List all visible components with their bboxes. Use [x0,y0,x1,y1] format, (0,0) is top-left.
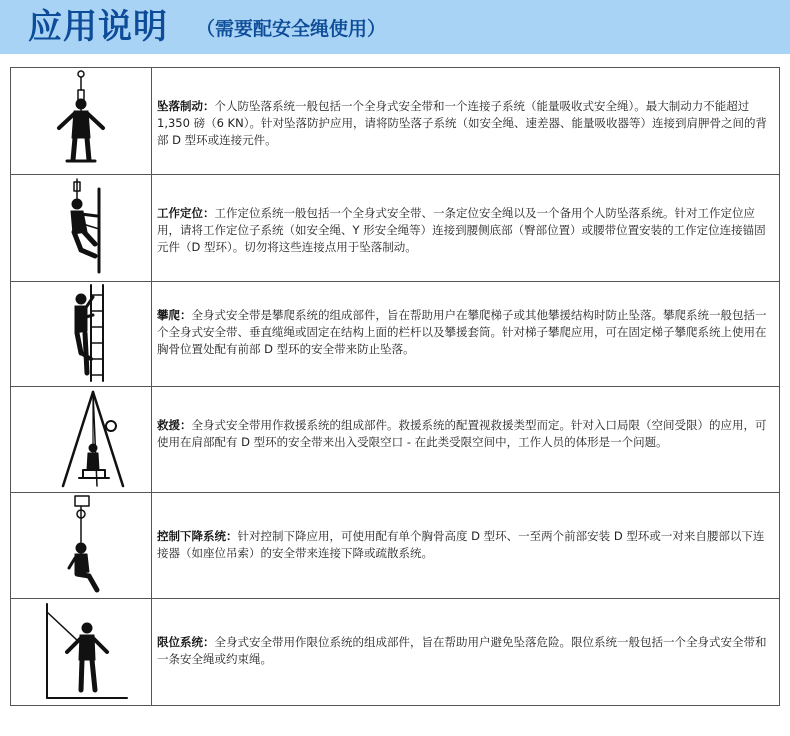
row-description: 个人防坠落系统一般包括一个全身式安全带和一个连接子系统（能量吸收式安全绳）。最大制动力不能超过 1,350 磅（6 KN）。针对坠落防护应用，请将防坠落子系统（如安全绳、速差器、能量吸收器等）连接到肩胛骨之间的背部 D 型环或连接元件。 [157,99,767,147]
table-row [11,174,779,282]
row-label: 救援： [157,418,192,432]
table-row [11,281,779,387]
row-label: 攀爬： [157,308,192,322]
rescue-icon [11,386,152,492]
row-text [157,98,771,149]
row-description: 针对控制下降应用，可使用配有单个胸骨高度 D 型环、一至两个前部安装 D 型环或一对来自腰部以下连接器（如座位吊索）的安全带来连接下降或疏散系统。 [157,529,765,560]
row-label: 工作定位： [157,206,215,220]
work-positioning-icon [11,174,152,281]
header-banner [0,0,790,54]
row-text [157,417,771,451]
row-text [157,634,771,668]
row-label: 控制下降系统： [157,529,238,543]
row-text [157,307,771,358]
row-description: 全身式安全带用作救援系统的组成部件。救援系统的配置视救援类型而定。针对入口局限（空间受限）的应用，可使用在肩部配有 D 型环的安全带来出入受限空口 - 在此类受限空间中，工作人员的体形是一个问题。 [157,418,767,449]
application-table [10,67,780,706]
page-subtitle: （需要配安全绳使用） [196,18,387,40]
table-row [11,386,779,493]
controlled-descent-icon [11,492,152,598]
row-description: 全身式安全带是攀爬系统的组成部件，旨在帮助用户在攀爬梯子或其他攀援结构时防止坠落。攀爬系统一般包括一个全身式安全带、垂直缆绳或固定在结构上面的栏杆以及攀援套筒。针对梯子攀爬应用，可在固定梯子攀爬系统上使用在胸骨位置处配有前部 D 型环的安全带来防止坠落。 [157,308,767,356]
row-text [157,205,771,256]
climbing-icon [11,281,152,386]
row-description: 工作定位系统一般包括一个全身式安全带、一条定位安全绳以及一个备用个人防坠落系统。针对工作定位应用，请将工作定位子系统（如安全绳、Y 形安全绳等）连接到腰侧底部（臀部位置）或腰带位置安装的工作定位连接锚固元件（D 型环）。切勿将这些连接点用于坠落制动。 [157,206,766,254]
row-label: 坠落制动： [157,99,215,113]
restraint-icon [11,598,152,705]
row-label: 限位系统： [157,635,215,649]
row-text [157,528,771,562]
table-row [11,492,779,599]
table-row [11,598,779,705]
row-description: 全身式安全带用作限位系统的组成部件，旨在帮助用户避免坠落危险。限位系统一般包括一个全身式安全带和一条安全绳或约束绳。 [157,635,767,666]
table-row [11,68,779,175]
page-title: 应用说明 [28,7,168,47]
fall-arrest-icon [11,68,152,174]
